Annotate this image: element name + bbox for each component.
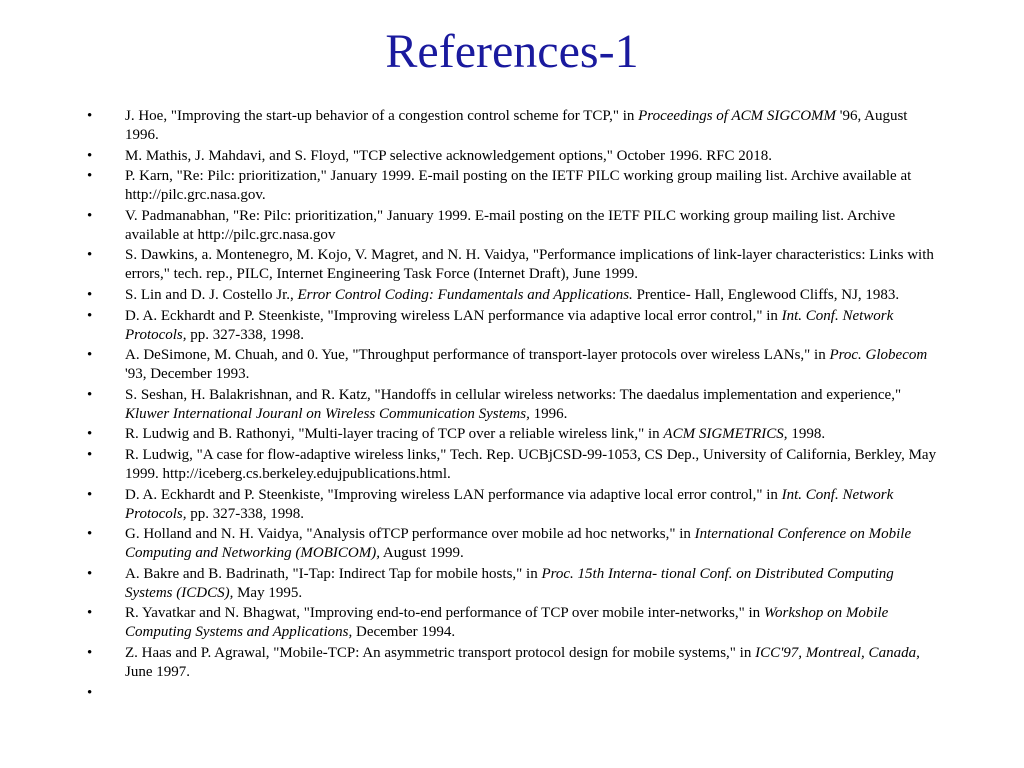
reference-text [125, 387, 901, 422]
reference-italic-segment: ICC'97, Montreal, Canada, [755, 644, 920, 661]
reference-item [0, 167, 1024, 205]
reference-item [0, 525, 1024, 563]
bullet-icon: • [87, 147, 93, 164]
reference-italic-segment: Int. Conf. Network Protocols, [125, 307, 894, 343]
bullet-icon: • [87, 526, 93, 543]
reference-segment: M. Mathis, J. Mahdavi, and S. Floyd, "TCP selective acknowledgement options," October 1996. RFC 2018. [125, 147, 773, 164]
reference-item [0, 604, 1024, 642]
reference-text [125, 168, 911, 203]
reference-segment: A. DeSimone, M. Chuah, and 0. Yue, "Throughput performance of transport-layer protocols over wireless LANs," in [125, 347, 830, 364]
reference-text [125, 208, 895, 243]
reference-segment: '93, December 1993. [125, 366, 250, 383]
reference-segment: pp. 327-338, 1998. [186, 326, 305, 343]
reference-italic-segment: Proc. Globecom [829, 347, 928, 364]
reference-italic-segment: Workshop on Mobile Computing Systems and Applications, [125, 605, 889, 641]
reference-segment: V. Padmanabhan, "Re: Pilc: prioritization," January 1999. E-mail posting on the IETF PILC working group mailing list. Archive available at http://pilc.grc.nasa.gov [125, 207, 896, 243]
reference-text [125, 287, 899, 303]
reference-italic-segment: ACM SIGMETRICS, [663, 426, 788, 443]
bullet-icon: • [87, 446, 93, 463]
reference-text [125, 526, 911, 561]
reference-segment: '96, August 1996. [125, 108, 908, 143]
reference-text [125, 645, 920, 680]
reference-item [0, 346, 1024, 384]
bullet-icon: • [87, 684, 93, 701]
bullet-icon: • [87, 286, 93, 303]
reference-text [125, 108, 907, 143]
reference-segment: 1998. [787, 426, 826, 443]
reference-segment: A. Bakre and B. Badrinath, "I-Tap: Indirect Tap for mobile hosts," in [125, 565, 542, 582]
reference-text [125, 426, 825, 442]
bullet-icon: • [87, 386, 93, 403]
bullet-icon: • [87, 565, 93, 582]
reference-text [125, 487, 893, 522]
reference-segment: S. Dawkins, a. Montenegro, M. Kojo, V. Magret, and N. H. Vaidya, "Performance implications of link-layer characteristics: Links with errors," tech. rep., PILC, Internet Engineering Task Force (Internet Draft), June 1999. [125, 247, 934, 283]
slide-title: References-1 [385, 25, 639, 78]
reference-italic-segment: International Conference on Mobile Computing and Networking (MOBICOM), [125, 526, 912, 562]
reference-segment: S. Lin and D. J. Costello Jr., [125, 286, 298, 303]
reference-segment: S. Seshan, H. Balakrishnan, and R. Katz, "Handoffs in cellular wireless networks: The daedalus implementation and experience," [125, 386, 902, 403]
reference-segment: May 1995. [233, 584, 303, 601]
reference-item [0, 246, 1024, 284]
reference-text [125, 247, 934, 282]
bullet-icon: • [87, 168, 93, 185]
reference-segment: R. Ludwig, "A case for flow-adaptive wireless links," Tech. Rep. UCBjCSD-99-1053, CS Dep., University of California, Berkley, May 1999. http://iceberg.cs.berkeley.edujpublications.html. [125, 446, 937, 482]
bullet-icon: • [87, 426, 93, 443]
bullet-icon: • [87, 207, 93, 224]
reference-segment: D. A. Eckhardt and P. Steenkiste, "Improving wireless LAN performance via adaptive local error control," in [125, 486, 782, 503]
reference-italic-segment: Proc. 15th Interna- tional Conf. on Distributed Computing Systems (ICDCS), [125, 565, 894, 601]
reference-item [0, 307, 1024, 345]
reference-segment: R. Ludwig and B. Rathonyi, "Multi-layer tracing of TCP over a reliable wireless link," in [125, 426, 664, 443]
reference-item [0, 644, 1024, 682]
reference-text [125, 447, 936, 482]
reference-item [0, 565, 1024, 603]
reference-segment: June 1997. [125, 663, 190, 680]
reference-item [0, 684, 1024, 703]
reference-italic-segment: Kluwer International Jouranl on Wireless Communication Systems, [125, 405, 530, 422]
reference-item [0, 486, 1024, 524]
reference-segment: pp. 327-338, 1998. [186, 505, 305, 522]
reference-item [0, 286, 1024, 305]
reference-list [0, 107, 1024, 704]
reference-item [0, 425, 1024, 444]
bullet-icon: • [87, 347, 93, 364]
reference-item [0, 207, 1024, 245]
bullet-icon: • [87, 486, 93, 503]
reference-segment: December 1994. [352, 624, 456, 641]
bullet-icon: • [87, 605, 93, 622]
reference-item [0, 386, 1024, 424]
reference-segment: August 1999. [379, 545, 464, 562]
reference-segment: Z. Haas and P. Agrawal, "Mobile-TCP: An asymmetric transport protocol design for mobile systems," in [125, 644, 756, 661]
reference-segment: Prentice- Hall, Englewood Cliffs, NJ, 1983. [632, 286, 900, 303]
reference-item [0, 446, 1024, 484]
reference-text [125, 148, 772, 164]
reference-italic-segment: Proceedings of ACM SIGCOMM [638, 108, 837, 124]
reference-italic-segment: Int. Conf. Network Protocols, [125, 486, 894, 522]
bullet-icon: • [87, 108, 93, 124]
bullet-icon: • [87, 307, 93, 324]
bullet-icon: • [87, 247, 93, 264]
reference-segment: G. Holland and N. H. Vaidya, "Analysis ofTCP performance over mobile ad hoc networks," in [125, 526, 695, 543]
reference-italic-segment: Error Control Coding: Fundamentals and Applications. [297, 286, 633, 303]
reference-segment: D. A. Eckhardt and P. Steenkiste, "Improving wireless LAN performance via adaptive local error control," in [125, 307, 782, 324]
reference-segment: R. Yavatkar and N. Bhagwat, "Improving end-to-end performance of TCP over mobile inter-networks," in [125, 605, 764, 622]
bullet-icon: • [87, 644, 93, 661]
reference-item [0, 147, 1024, 166]
reference-segment: J. Hoe, "Improving the start-up behavior of a congestion control scheme for TCP," in [125, 108, 639, 124]
reference-text [125, 685, 129, 701]
reference-item [0, 107, 1024, 145]
reference-text [125, 566, 894, 601]
reference-segment: P. Karn, "Re: Pilc: prioritization," January 1999. E-mail posting on the IETF PILC working group mailing list. Archive available at http://pilc.grc.nasa.gov. [125, 168, 912, 204]
reference-text [125, 347, 927, 382]
reference-text [125, 308, 893, 343]
reference-text [125, 605, 888, 640]
reference-segment: 1996. [529, 405, 568, 422]
